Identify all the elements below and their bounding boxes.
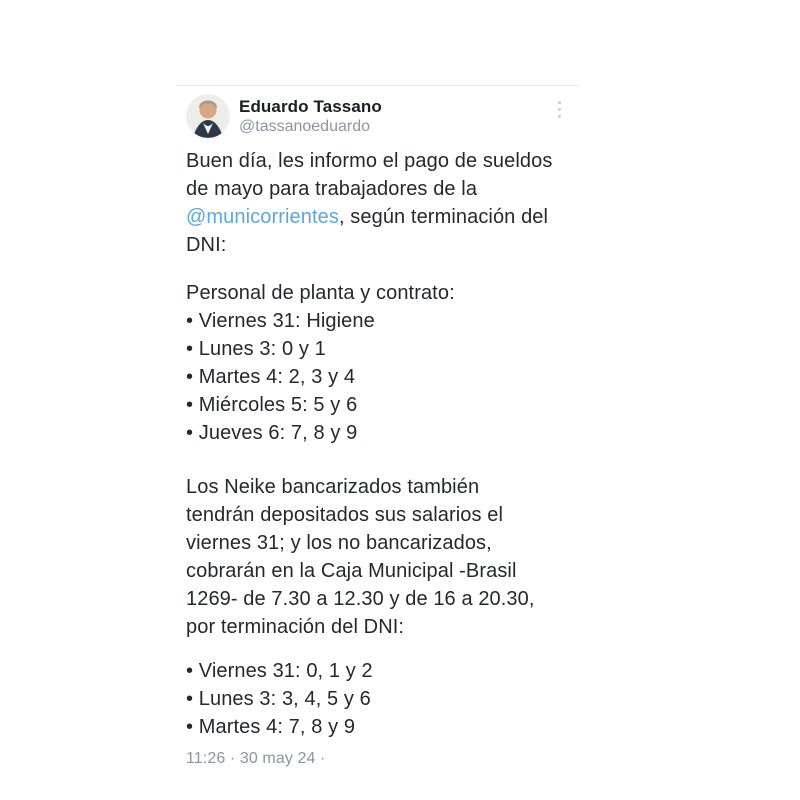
schedule2-item: • Viernes 31: 0, 1 y 2 [186, 660, 373, 682]
tweet-text-line: de mayo para trabajadores de la [186, 178, 478, 200]
tweet-text-line: 1269- de 7.30 a 12.30 y de 16 a 20.30, [186, 588, 535, 610]
tweet-text-line: tendrán depositados sus salarios el [186, 504, 504, 526]
tweet-paragraph-schedule2 [186, 657, 578, 741]
tweet-paragraph-neike [186, 473, 578, 641]
tweet-paragraph-schedule1 [186, 279, 578, 447]
mention-link[interactable]: @municorrientes [186, 206, 339, 228]
schedule1-title: Personal de planta y contrato: [186, 282, 455, 304]
author-name[interactable]: Eduardo Tassano [239, 96, 382, 116]
schedule1-item: • Miércoles 5: 5 y 6 [186, 394, 358, 416]
tweet-text-line: DNI: [186, 234, 227, 256]
schedule1-item: • Lunes 3: 0 y 1 [186, 338, 326, 360]
author-handle[interactable]: @tassanoeduardo [239, 117, 370, 135]
tweet-text-span: , según terminación del [338, 206, 549, 228]
schedule1-item: • Viernes 31: Higiene [186, 310, 375, 332]
more-options-icon[interactable] [555, 98, 564, 121]
tweet-header [186, 94, 578, 138]
tweet-timestamp: 11:26 · 30 may 24 · [186, 750, 326, 767]
tweet-paragraph-intro [186, 147, 578, 259]
tweet-text-line: Los Neike bancarizados también [186, 476, 480, 498]
schedule2-item: • Martes 4: 7, 8 y 9 [186, 716, 356, 738]
tweet-card [176, 85, 578, 769]
schedule1-item: • Jueves 6: 7, 8 y 9 [186, 422, 358, 444]
tweet-text-line: cobrarán en la Caja Municipal -Brasil [186, 560, 517, 582]
avatar-image [186, 94, 230, 138]
tweet-text-line: por terminación del DNI: [186, 616, 405, 638]
tweet-text-line: Buen día, les informo el pago de sueldos [186, 150, 553, 172]
schedule1-item: • Martes 4: 2, 3 y 4 [186, 366, 356, 388]
avatar[interactable] [186, 94, 230, 138]
tweet-text-line: viernes 31; y los no bancarizados, [186, 532, 492, 554]
schedule2-item: • Lunes 3: 3, 4, 5 y 6 [186, 688, 371, 710]
author-block[interactable] [239, 96, 382, 137]
tweet-text-line [186, 203, 578, 231]
tweet-body [186, 147, 578, 769]
